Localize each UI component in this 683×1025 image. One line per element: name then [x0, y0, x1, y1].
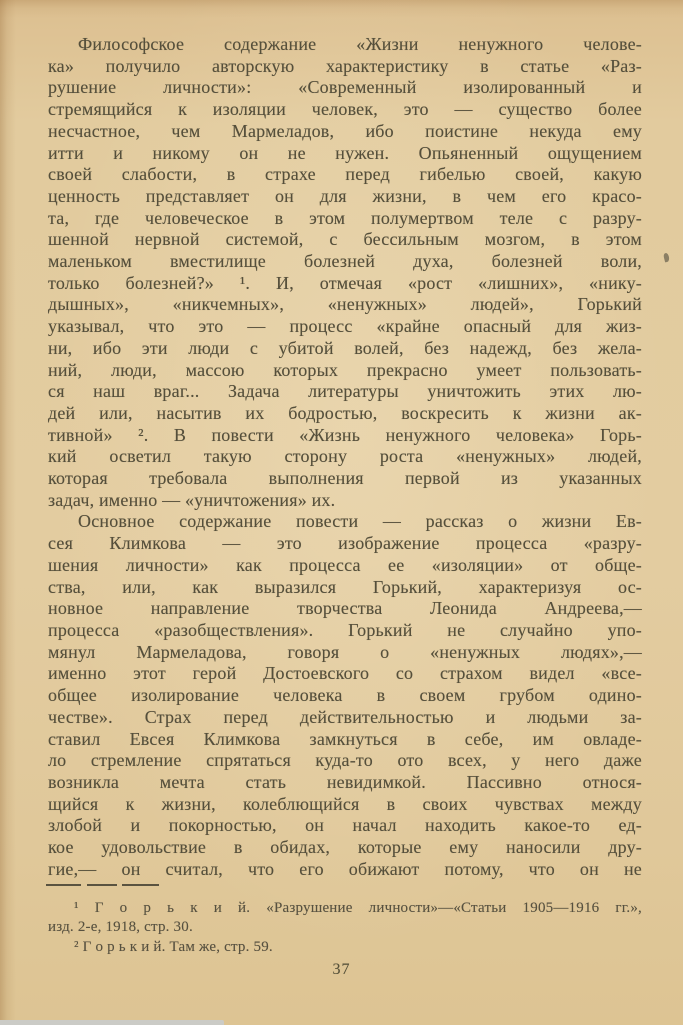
ink-speck — [663, 253, 670, 263]
text-line: рушение личности»: «Современный изолированный и — [48, 77, 642, 98]
text-line: Философское содержание «Жизни ненужного челове- — [78, 34, 642, 54]
text-line: ства, или, как выразился Горький, характеризуя ос- — [48, 576, 642, 597]
text-line: только болезней?» ¹. И, отмечая «рост «лишних», «нику- — [48, 272, 642, 293]
text-line: мянул Мармеладова, говоря о «ненужных людях»,— — [48, 641, 642, 662]
text-line: сея Климкова — это изображение процесса «разру- — [48, 533, 642, 554]
text-line: итти и никому он не нужен. Опьяненный ощущением — [48, 142, 642, 163]
text-line: злобой и покорностью, он начал находить какое-то ед- — [48, 815, 642, 836]
text-line: честве». Страх перед действительностью и людьми за- — [48, 706, 642, 727]
text-line: которая требовала выполнения первой из указанных — [48, 468, 642, 489]
text-line: кое удовольствие в обидах, которые ему наносили дру- — [48, 837, 642, 858]
text-line: новное направление творчества Леонида Андреева,— — [48, 598, 642, 619]
text-line: ка» получило авторскую характеристику в статье «Раз- — [48, 55, 642, 76]
text-line: ся наш враг... Задача литературы уничтожить этих лю- — [48, 381, 642, 402]
text-line: дышных», «никчемных», «ненужных» людей», Горький — [48, 294, 642, 315]
footnote-1-line-1: ¹ Г о р ь к и й. «Разрушение личности»—«Статьи 1905—1916 гг.», — [74, 900, 642, 916]
text-line: ставил Евсея Климкова замкнуться в себе, им овладе- — [48, 728, 642, 749]
text-line: указывал, что это — процесс «крайне опасный для жиз- — [48, 316, 642, 337]
footnote-separator — [46, 884, 159, 886]
text-line: общее изолирование человека в своем грубом одино- — [48, 685, 642, 706]
footnote-2: ² Г о р ь к и й. Там же, стр. 59. — [74, 938, 273, 955]
text-line: ни, ибо эти люди с убитой волей, без надежд, без жела- — [48, 337, 642, 358]
text-line: задач, именно — «уничтожения» их. — [48, 489, 336, 510]
text-line: щийся к жизни, колеблющийся в своих чувствах между — [48, 793, 642, 814]
paragraph — [48, 34, 642, 511]
text-line: процесса «разобществления». Горький не случайно упо- — [48, 619, 642, 640]
text-line: шенной нервной системой, с бессильным мозгом, в этом — [48, 229, 642, 250]
text-line: маленьком вместилище болезней духа, болезней воли, — [48, 251, 642, 272]
footnotes — [48, 899, 642, 957]
text-line: кий осветил такую сторону роста «ненужных» людей, — [48, 446, 642, 467]
scan-edge-strip — [0, 1020, 224, 1025]
paragraph — [48, 511, 642, 880]
text-line: гие,— он считал, что его обижают потому, что он не — [48, 858, 642, 879]
text-line: тивной» ². В повести «Жизнь ненужного человека» Горь- — [48, 424, 642, 445]
text-line: несчастное, чем Мармеладов, ибо поистине некуда ему — [48, 120, 642, 141]
footnote-1-line-2: изд. 2-е, 1918, стр. 30. — [48, 919, 193, 936]
text-line: своей слабости, в страхе перед гибелью своей, какую — [48, 164, 642, 185]
text-line: шения личности» как процесса ее «изоляции» от обще- — [48, 554, 642, 575]
text-line: ний, люди, массою которых прекрасно умеет пользовать- — [48, 359, 642, 380]
text-line: ло стремление спрятаться куда-то ото всех, у него даже — [48, 750, 642, 771]
text-line: именно этот герой Достоевского со страхом видел «все- — [48, 663, 642, 684]
page-number: 37 — [332, 961, 351, 978]
text-line: стремящийся к изоляции человек, это — существо более — [48, 99, 642, 120]
text-line: ценность представляет он для жизни, в чем его красо- — [48, 185, 642, 206]
body-text — [48, 34, 642, 880]
text-line: Основное содержание повести — рассказ о жизни Ев- — [78, 511, 642, 532]
text-line: дей или, насытив их бодростью, воскресить к жизни ак- — [48, 402, 642, 423]
text-line: возникла мечта стать невидимкой. Пассивно относя- — [48, 771, 642, 792]
text-line: та, где человеческое в этом полумертвом теле с разру- — [48, 207, 642, 228]
